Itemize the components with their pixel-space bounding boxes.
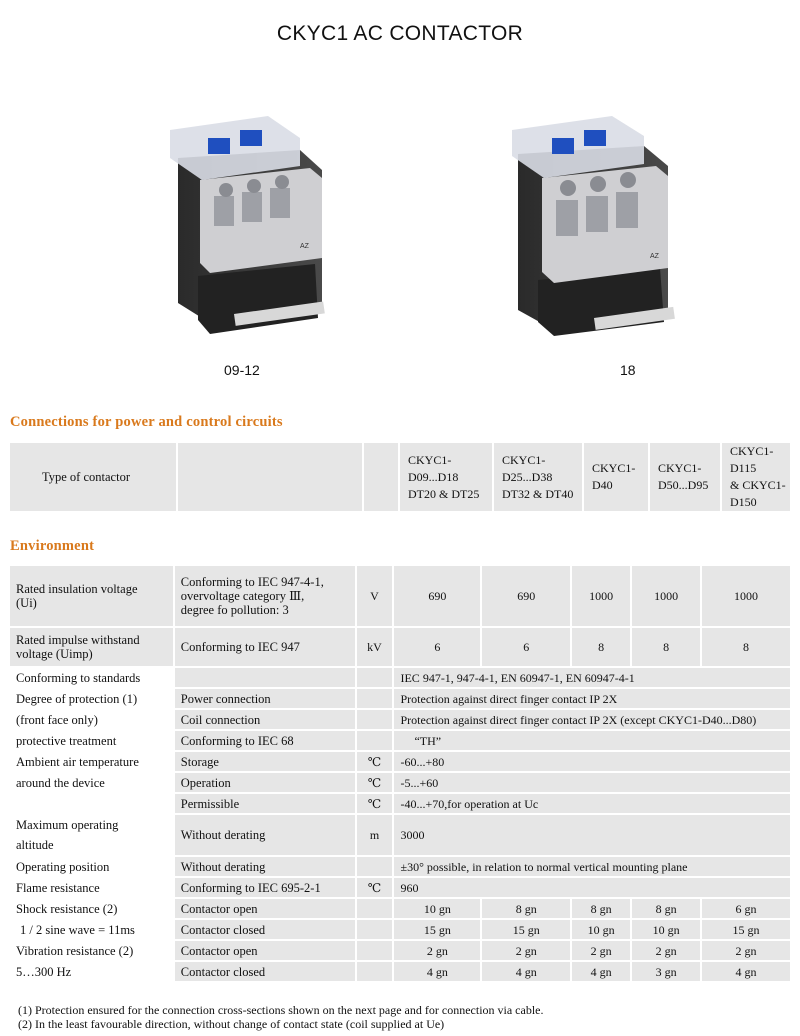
model-col-5: CKYC1-D115 & CKYC1- D150 [721,443,791,511]
model-col-4: CKYC1- D50...D95 [649,443,721,511]
page-title: CKYC1 AC CONTACTOR [276,22,524,45]
table-row: Maximum operating altitude Without derating m 3000 [10,814,791,856]
product-caption-09-12: 09-12 [224,362,260,378]
environment-table [10,566,792,983]
model-col-2: CKYC1- D25...D38 DT32 & DT40 [493,443,583,511]
product-caption-18: 18 [620,362,636,378]
type-of-contactor-label: Type of contactor [10,443,177,511]
table-row: protective treatment Conforming to IEC 68 “TH” [10,730,791,751]
table-row: Operating position Without derating ±30° possible, in relation to normal vertical mounting plane [10,856,791,877]
connections-heading: Connections for power and control circuits [10,414,283,430]
table-row: Conforming to standards IEC 947-1, 947-4-1, EN 60947-1, EN 60947-4-1 [10,667,791,688]
table-row: Vibration resistance (2) Contactor open 2 gn 2 gn 2 gn 2 gn 2 gn [10,940,791,961]
table-row: Shock resistance (2) Contactor open 10 gn 8 gn 8 gn 8 gn 6 gn [10,898,791,919]
product-label-text: AZ [650,253,659,260]
product-label-text: AZ [300,243,309,250]
footnote-1: (1) Protection ensured for the connection cross-sections shown on the next page and for connection via cable. [18,1003,544,1017]
table-row: 1 / 2 sine wave = 11ms Contactor closed 15 gn 15 gn 10 gn 10 gn 15 gn [10,919,791,940]
footnote-2: (2) In the least favourable direction, without change of contact state (coil supplied at Ue) [18,1017,445,1031]
table-row: Permissible ℃ -40...+70,for operation at Uc [10,793,791,814]
table-row: Ambient air temperature Storage ℃ -60...+80 [10,751,791,772]
table-row: around the device Operation ℃ -5...+60 [10,772,791,793]
model-col-3: CKYC1- D40 [583,443,649,511]
environment-heading: Environment [10,538,95,554]
contactor-09-12-image [150,108,340,340]
table-row: Flame resistance Conforming to IEC 695-2-1 ℃ 960 [10,877,791,898]
model-col-1: CKYC1- D09...D18 DT20 & DT25 [399,443,493,511]
table-row: Rated impulse withstand voltage (Uimp) Conforming to IEC 947 kV 6 6 8 8 8 [10,627,791,667]
table-row: Degree of protection (1) Power connection Protection against direct finger contact IP 2X [10,688,791,709]
table-row: 5…300 Hz Contactor closed 4 gn 4 gn 4 gn 3 gn 4 gn [10,961,791,982]
table-row: (front face only) Coil connection Protection against direct finger contact IP 2X (except CKYC1-D40...D80) [10,709,791,730]
contactor-types-table [10,443,792,511]
table-row: Rated insulation voltage (Ui) Conforming to IEC 947-4-1, overvoltage category Ⅲ, degree fo pollution: 3 V 690 690 1000 1000 1000 [10,566,791,627]
contactor-18-image [498,108,688,340]
